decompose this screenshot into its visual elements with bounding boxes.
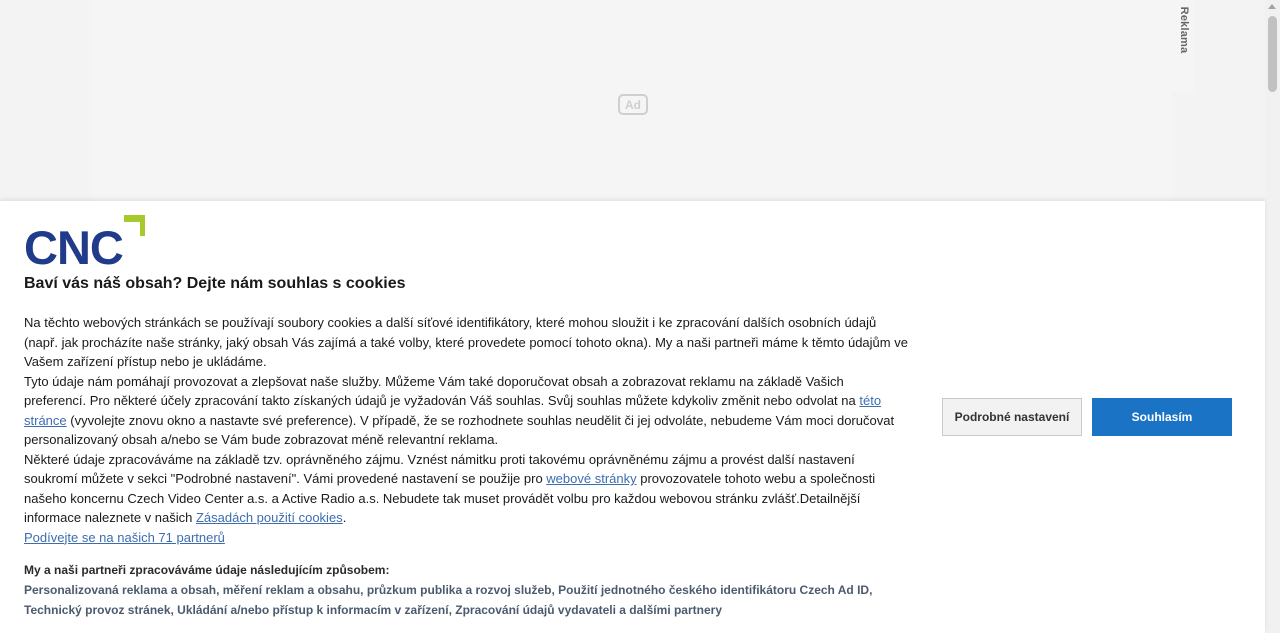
reklama-text: Reklama bbox=[1178, 6, 1190, 54]
cookie-policy-link[interactable]: Zásadách použití cookies bbox=[195, 510, 343, 525]
detailed-settings-button[interactable]: Podrobné nastavení bbox=[942, 398, 1082, 436]
partners-link[interactable]: Podívejte se na našich 71 partnerů bbox=[24, 529, 225, 545]
ad-area bbox=[0, 0, 1265, 201]
consent-paragraph-2 bbox=[24, 372, 909, 450]
paragraph-3-text-c: . bbox=[342, 510, 347, 525]
consent-paragraph-3 bbox=[24, 450, 909, 528]
paragraph-3-text-a: Některé údaje zpracováváme na základě tzv. oprávněného zájmu. Vznést námitku proti takovému oprávněnému zájmu a provést další nastavení soukromí můžete v sekci "Podrobné nastavení". Vámi provedené nastavení se použije pro bbox=[24, 451, 855, 486]
partners-paragraph bbox=[24, 528, 909, 548]
consent-paragraph-1: Na těchto webových stránkách se používají soubory cookies a další síťové identifikátory, které mohou sloužit i ke zpracování dalších osobních údajů (např. jak procházíte naše stránky, jaký obsah Vás zajímá a také volby, které provedete pomocí tohoto okna). My a naši partneři máme k těmto údajům ve Vašem zařízení přístup nebo je ukládáme. bbox=[24, 315, 908, 369]
cookie-consent-panel bbox=[0, 201, 1265, 633]
logo-accent-mark bbox=[124, 215, 145, 236]
this-page-link[interactable]: této stránce bbox=[24, 393, 882, 428]
purposes-title: My a naši partneři zpracováváme údaje následujícím způsobem: bbox=[24, 563, 390, 577]
cnc-logo-text: CNC bbox=[24, 221, 123, 266]
purposes-list[interactable]: Personalizovaná reklama a obsah, měření reklam a obsahu, průzkum publika a rozvoj služeb, Použití jednotného českého identifikátoru Czech Ad ID, Technický provoz stránek, Ukládání a/nebo přístup k informacím v zařízení, Zpracování údajů vydavateli a dalšími partnery bbox=[24, 583, 873, 617]
ad-badge-label: Ad bbox=[625, 97, 641, 112]
cnc-logo bbox=[24, 214, 148, 266]
paragraph-2-text-a: Tyto údaje nám pomáhají provozovat a zlepšovat naše služby. Můžeme Vám také doporučovat obsah a zobrazovat reklamu na základě Vašich preferencí. Pro některé účely zpracování takto získaných údajů je vyžadován Váš souhlas. Svůj souhlas můžete kdykoliv změnit nebo odvolat na bbox=[24, 373, 860, 408]
paragraph-2-text-b: (vyvolejte znovu okno a nastavte své preference). V případě, že se rozhodnete souhlas neudělit či jej odvoláte, nebudeme Vám moci doručovat personalizovaný obsah a/nebo se Vám bude zobrazovat méně relevantní reklama. bbox=[24, 412, 895, 447]
websites-link[interactable]: webové stránky bbox=[546, 471, 637, 486]
ad-side-label bbox=[1176, 8, 1192, 56]
ad-icon bbox=[618, 94, 648, 115]
scroll-up-arrow-icon[interactable] bbox=[1268, 4, 1276, 9]
consent-text bbox=[24, 313, 909, 547]
accept-button[interactable]: Souhlasím bbox=[1092, 398, 1232, 436]
page-scrollbar[interactable] bbox=[1265, 0, 1280, 633]
consent-heading: Baví vás náš obsah? Dejte nám souhlas s cookies bbox=[24, 275, 406, 292]
scroll-thumb[interactable] bbox=[1268, 16, 1277, 92]
paragraph-3-text-b: provozovatele tohoto webu a společnosti našeho koncernu Czech Video Center a.s. a Active Radio a.s. Nebudete tak muset provádět volbu pro každou webovou stránku zvlášť.Detailnější informace naleznete v našich bbox=[24, 471, 876, 525]
